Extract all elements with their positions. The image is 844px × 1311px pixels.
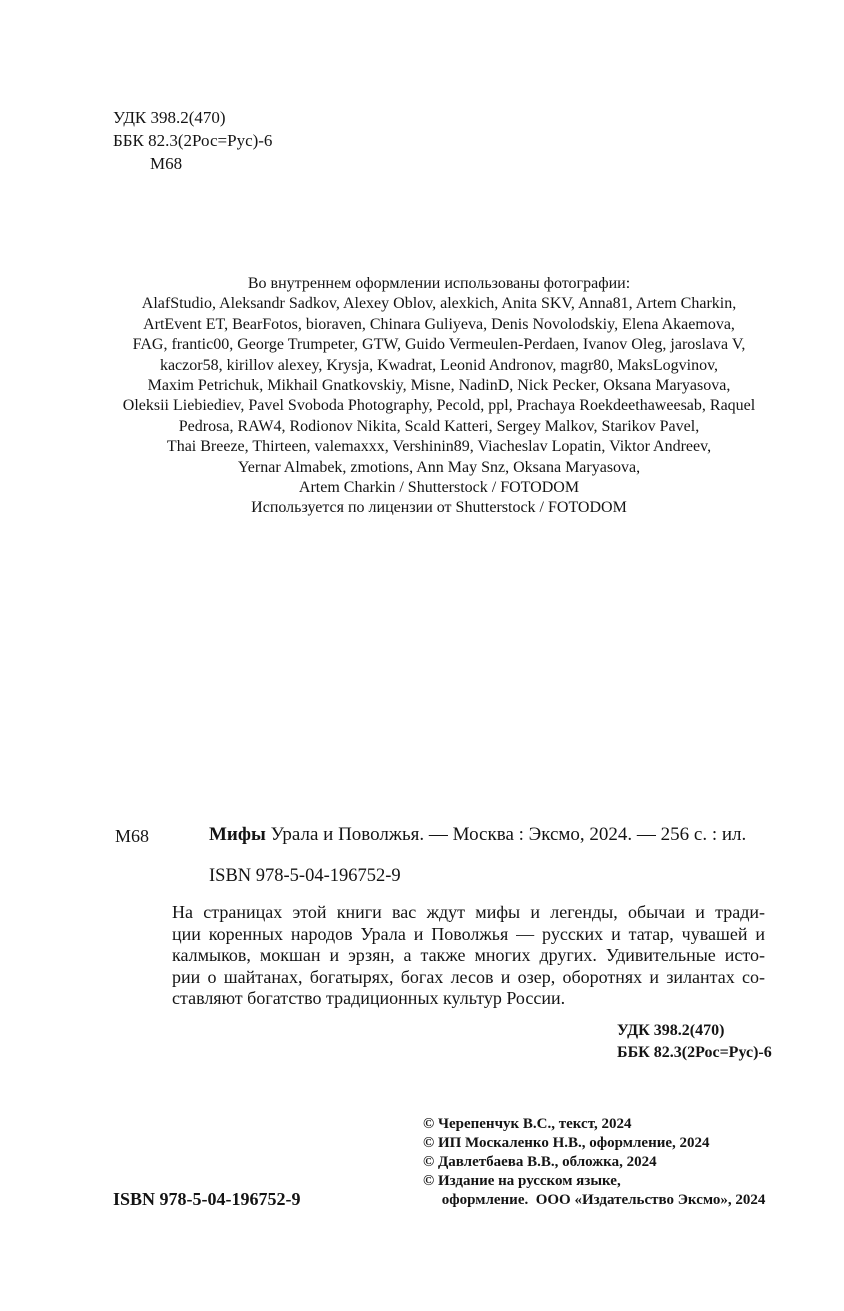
photo-credits-block [86,274,792,519]
annotation-paragraph [172,902,765,1010]
catalog-entry-line [209,824,746,846]
photo-credit-line: Используется по лицензии от Shutterstock / FOTODOM [251,499,627,517]
catalog-author-sign: М68 [115,826,150,846]
photo-credit-line: Во внутреннем оформлении использованы фотографии: [247,275,631,292]
isbn-bottom: ISBN 978-5-04-196752-9 [113,1189,301,1209]
bbk-code-top: ББК 82.3(2Рос=Рус)-6 [113,131,273,150]
photo-credit-line: Thai Breeze, Thirteen, valemaxxx, Vershinin89, Viacheslav Lopatin, Viktor Andreev, [166,438,712,456]
photo-credit-line: Maxim Petrichuk, Mikhail Gnatkovskiy, Misne, NadinD, Nick Pecker, Oksana Maryasova, [147,377,731,395]
copyright-line: © Давлетбаева В.В., обложка, 2024 [423,1154,657,1170]
annotation-line: ставляют богатство традиционных культур России. [172,988,566,1009]
photo-credit-line: FAG, frantic00, George Trumpeter, GTW, Guido Vermeulen-Perdaen, Ivanov Oleg, jaroslava V, [132,336,746,354]
copyright-line: © ИП Москаленко Н.В., оформление, 2024 [423,1135,710,1151]
annotation-line: калмыков, мокшан и эрзян, а также многих других. Удивительные исто- [172,945,765,966]
photo-credit-line: Oleksii Liebiediev, Pavel Svoboda Photography, Pecold, ppl, Prachaya Roekdeethaweesab, Raquel [122,397,756,415]
classification-block-top [113,106,272,175]
photo-credit-line: Yernar Almabek, zmotions, Ann May Snz, Oksana Maryasova, [237,458,641,476]
udk-code-bottom: УДК 398.2(470) [617,1022,725,1039]
copyright-block [423,1115,765,1210]
annotation-line: На страницах этой книги вас ждут мифы и легенды, обычаи и тради- [172,902,765,922]
udk-code-top: УДК 398.2(470) [113,108,226,127]
bbk-code-bottom: ББК 82.3(2Рос=Рус)-6 [617,1044,772,1061]
catalog-title-bold: Мифы [209,824,266,845]
copyright-line: © Издание на русском языке, [423,1173,621,1189]
photo-credit-line: Pedrosa, RAW4, Rodionov Nikita, Scald Katteri, Sergey Malkov, Starikov Pavel, [178,417,700,435]
photo-credit-line: kaczor58, kirillov alexey, Krysja, Kwadrat, Leonid Andronov, magr80, MaksLogvinov, [159,356,719,374]
classification-block-bottom [617,1020,772,1064]
copyright-line: оформление. ООО «Издательство Эксмо», 2024 [423,1192,766,1208]
catalog-title-rest: Урала и Поволжья. — Москва : Эксмо, 2024. — 256 с. : ил. [265,824,747,845]
annotation-line: рии о шайтанах, богатырях, богах лесов и озер, оборотнях и зилантах со- [172,966,765,987]
author-sign-top: М68 [150,154,183,173]
annotation-line: ции коренных народов Урала и Поволжья — русских и татар, чувашей и [172,923,765,944]
photo-credit-line: ArtEvent ET, BearFotos, bioraven, Chinara Guliyeva, Denis Novolodskiy, Elena Akaemova, [143,315,735,333]
copyright-line: © Черепенчук В.С., текст, 2024 [423,1116,632,1132]
photo-credit-line: Artem Charkin / Shutterstock / FOTODOM [298,479,580,497]
catalog-isbn: ISBN 978-5-04-196752-9 [209,866,401,886]
photo-credit-line: AlafStudio, Aleksandr Sadkov, Alexey Oblov, alexkich, Anita SKV, Anna81, Artem Charkin, [141,295,737,313]
